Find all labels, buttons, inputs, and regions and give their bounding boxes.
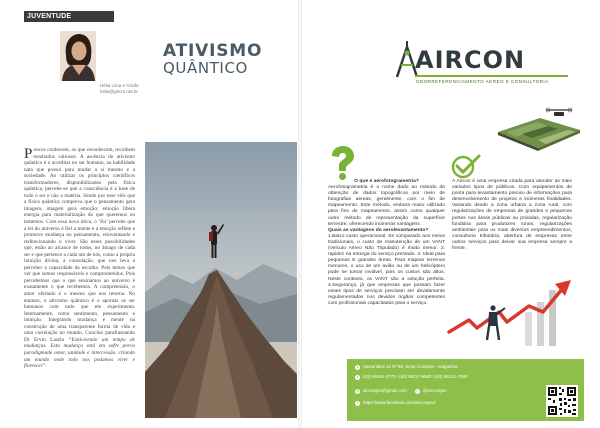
- body-quote: “Estávivendo um tempo de mudanças. Esta mudança está em sofre porvo paradigmade amor, unidade e intercessão, criando um mundo onde todo nós podamos viver e florescer”.: [24, 336, 135, 370]
- about-body: A Aircon é uma empresa criada para atender as mais variados tipos de públicos. Com equipamentos de ponta para levantamento preciso de informações para desenvolvimento de projetos e inúmeras finalidades. Variando desde a zona urbana a zona rural, com regularizações de empresas de grandes e pequenos portes nos áreas públicas ou privadas, regularização fundiária para produtores rurais, regularizações ambientais para os mais diversos empreendimentos, consultoria tributária, abertura de empresas entre outros serviços para deixar sua empresa sempre a frente.: [452, 179, 572, 252]
- aerial-map-illustration: [488, 104, 584, 152]
- contact-bar: [347, 359, 584, 421]
- contact-facebook: [355, 400, 436, 406]
- author-contact: helia@ghcm.net.br: [100, 89, 138, 94]
- phone-text: (63) 99184-0770 / (63) 99117-9580 / (63) 99121-7500: [363, 374, 468, 379]
- address-text: Atacanibus 12 Nº 86, Setor Coimbra - Araguaína: [363, 364, 458, 369]
- email-text: aircongeo@gmail.com: [363, 388, 407, 393]
- logo-wordmark: AIRCON: [415, 46, 526, 74]
- page-spine: [298, 0, 302, 428]
- contact-phone: [355, 374, 467, 380]
- instagram-text: @aircongeo: [422, 388, 447, 393]
- facebook-icon: f: [355, 401, 360, 406]
- mountain-hiker-photo: [145, 142, 297, 418]
- contact-address: [355, 364, 458, 370]
- title-line-2: QUÂNTICO: [163, 59, 248, 77]
- question-mark-icon: [327, 146, 357, 180]
- question-body: Aerofotogrametria é o nome dado ao método de obtenção de dados topográficos por meio de fotografias aéreas, geralmente, com o fim de mapeamento. Este método, embora muito utilizado para fins de mapeamento, assim como qualquer outro método de representação da superfície terrestre, oferecendo inúmeras vantagens.: [328, 185, 445, 227]
- author-name: Hélia Lima e Girafa: [100, 83, 139, 88]
- about-aircon-text: [452, 179, 572, 265]
- advantages-body: 1.Baixo custo operacional. Se comparado aos meios tradicionais, o custo de manutenção de um VANT (Veículo Aéreo Não Tripulado) é muito menor. 2. rapidez na entrega do serviço prestado. 3. Ideal para pequenas E grandes áreas. Para mapear terrenos menores, o uso de um avião ou de um helicóptero pode se tornar inviável, pois os custos são altos. Neste contexto, os VANT são a solução perfeita. 4.Segurança, já que empresas que possam fazer esses tipos de serviços precisam ser devidamente regulamentadas nos devidos órgãos competentes com profissionais capacitados para o serviço.: [328, 233, 445, 306]
- email-icon: @: [355, 388, 360, 393]
- body-paragraph: oucos conhecem, os que reconhecem, recolhem resultados valiosos. A ascência do ativismo quântico é o acreditar no ser humano, na habilidade nata que possui para mudar a si mesmo e a sociedade. Ao utilizar os princípios científicos transformadores, disponibilizados pela física quântica, percebe-se que a consciência é a base de todo o ser e não a matéria. Sendo por esse viés que a física quântica compreva que o pensamento gera imagem, imagem gera emoção; emoção libera energia para materialização do que queremos ou tememos. Com essa nova ótica, o ‘Eu’ percebe que a lei do universo é fiel a mente e a emoção reflete e promove mudança no pensamento, reinventando e redirecionando o viver. São esses possibilidades que, estão ao alcance de todos, no âmago de cada ser e que pertence a cada um de nós, como a própria intuição divina, a consolação, que nos leva a perceber a capacidade da escolha. Pois temos que ver que somos responsáveis e comprometidos. Pois percebemos que o que ensinamos ao universo é exatamente o que recebemos. A compreensão, o amor ofertado é o mesmo que nos retorna. No entanto, o ativismo quântico é o apontar os ser humanos com tudo que ele experimenta. Internamente, como sentimento, pensamento e intuição. Integrando mudança e mente na construção de uma transparente forma de vida e uma correlação no mundo. Concluo parafraseando Dr Ervin Laszlo: [24, 147, 135, 343]
- question-heading: O que é aerofotogrametria?: [354, 179, 419, 184]
- growth-arrow-illustration: [447, 272, 579, 348]
- facebook-text: https://www.facebook.com/aircongeo/: [363, 400, 436, 405]
- column-tag: JUVENTUDE ACUMULADA: [24, 11, 114, 22]
- article-title: [163, 42, 293, 77]
- check-circle-icon: [451, 154, 481, 180]
- qr-code: [546, 385, 578, 417]
- logo-tagline: GEORREFERENCIAMENTO AÉREO E CONSULTORIA: [416, 79, 549, 84]
- location-pin-icon: ●: [356, 364, 359, 369]
- instagram-icon: ◎: [415, 388, 419, 393]
- whatsapp-icon: ●: [356, 374, 359, 379]
- author-credit: [100, 83, 139, 95]
- title-line-1: ATIVISMO: [163, 41, 263, 61]
- contact-email: [355, 388, 447, 394]
- aerophotogrammetry-text: [328, 179, 445, 354]
- drop-cap: P: [24, 146, 33, 162]
- logo-underline: [415, 75, 568, 77]
- article-body: [24, 146, 135, 370]
- author-photo: [60, 31, 96, 81]
- advantages-heading: Quais as vantagens do aerolevantamento?: [328, 227, 429, 233]
- aircon-logo: [393, 39, 573, 95]
